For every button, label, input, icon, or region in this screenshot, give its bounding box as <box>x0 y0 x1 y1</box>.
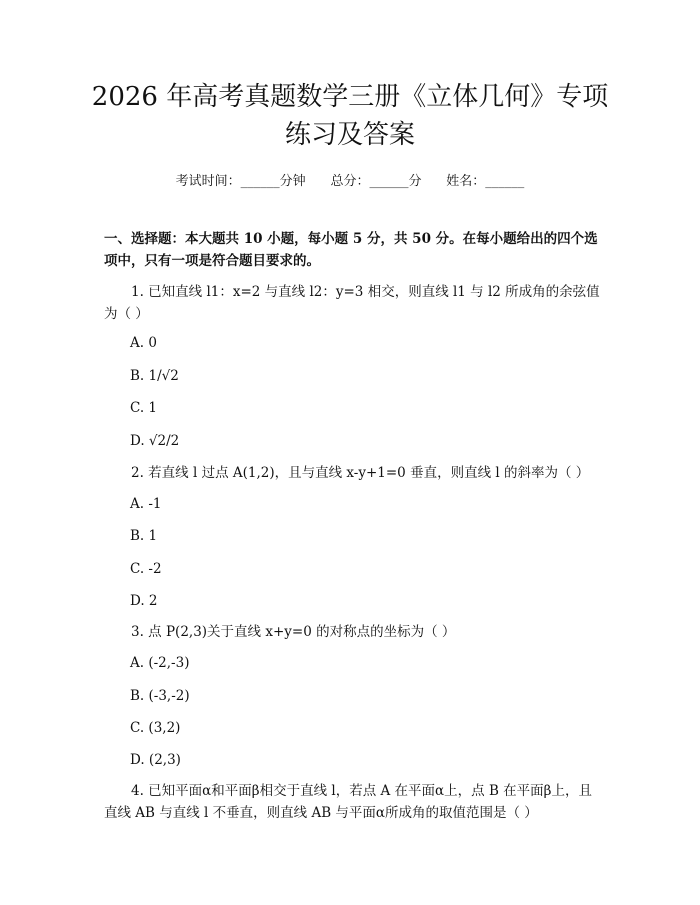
section-heading: 一、选择题：本大题共 10 小题，每小题 5 分，共 50 分。在每小题给出的四个选项中，只有一项是符合题目要求的。 <box>104 231 598 269</box>
question-1-option-d: D. √2/2 <box>130 433 180 449</box>
question-3-option-c: C. (3,2) <box>130 720 181 736</box>
question-2-option-d: D. 2 <box>130 593 158 609</box>
question-3-option-b: B. (-3,-2) <box>130 688 190 704</box>
question-stem-4: 4. 已知平面α和平面β相交于直线 l，若点 A 在平面α上，点 B 在平面β上，且直线 AB 与直线 l 不垂直，则直线 AB 与平面α所成角的取值范围是（ ） <box>104 783 592 821</box>
question-2-option-c: C. -2 <box>130 561 162 577</box>
question-stem-1: 1. 已知直线 l1：x=2 与直线 l2：y=3 相交，则直线 l1 与 l2 所成角的余弦值为（ ） <box>104 284 600 322</box>
question-1-option-b: B. 1/√2 <box>130 368 179 384</box>
question-1-option-a: A. 0 <box>130 335 157 351</box>
title-line-2: 练习及答案 <box>284 120 415 150</box>
question-3-option-d: D. (2,3) <box>130 752 181 768</box>
question-2-option-b: B. 1 <box>130 528 158 544</box>
question-stem-2: 2. 若直线 l 过点 A(1,2)，且与直线 x-y+1=0 垂直，则直线 l 的斜率为（ ） <box>131 465 590 481</box>
question-3-option-a: A. (-2,-3) <box>130 655 190 671</box>
exam-time-field: 考试时间：______分钟 <box>175 174 306 189</box>
total-score-field: 总分：______分 <box>330 174 422 189</box>
question-2-option-a: A. -1 <box>130 496 162 512</box>
student-name-field: 姓名：______ <box>446 174 525 189</box>
exam-info-line <box>0 170 700 189</box>
title-line-1: 2026 年高考真题数学三册《立体几何》专项 <box>91 82 609 112</box>
question-stem-3: 3. 点 P(2,3)关于直线 x+y=0 的对称点的坐标为（ ） <box>131 624 456 640</box>
document-title <box>60 78 640 154</box>
question-1-option-c: C. 1 <box>130 400 158 416</box>
